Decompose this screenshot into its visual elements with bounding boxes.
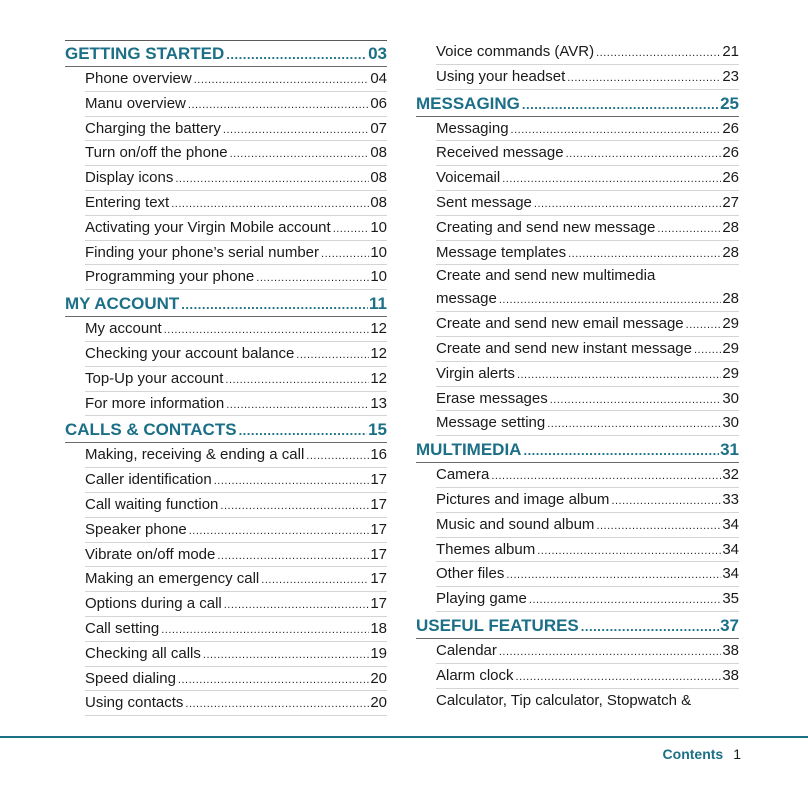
entry-page: 28 — [722, 290, 739, 308]
toc-entry-entering-text — [65, 191, 387, 216]
dot-leader — [185, 692, 369, 717]
section-page: 31 — [720, 440, 739, 460]
toc-section-my-account — [65, 290, 387, 317]
section-label: MY ACCOUNT — [65, 294, 180, 314]
dot-leader — [171, 192, 369, 217]
dot-leader — [223, 118, 369, 143]
entry-label: Options during a call — [85, 595, 222, 613]
entry-label: Create and send new email message — [436, 315, 684, 333]
entry-page: 34 — [722, 565, 739, 583]
entry-label: Camera — [436, 466, 490, 484]
entry-page: 08 — [370, 169, 387, 187]
toc-entry-options-during-a-call — [65, 592, 387, 617]
entry-label: Using your headset — [436, 67, 566, 85]
section-label: CALLS & CONTACTS — [65, 420, 237, 440]
toc-entry-for-more-information — [65, 392, 387, 417]
entry-label: Turn on/off the phone — [85, 144, 228, 162]
dot-leader — [567, 66, 721, 91]
section-label: USEFUL FEATURES — [416, 615, 579, 635]
entry-page: 20 — [370, 694, 387, 712]
dot-leader — [239, 417, 368, 444]
toc-entry-my-account — [65, 317, 387, 342]
toc-entry-caller-identification — [65, 468, 387, 493]
toc-left-column — [65, 40, 387, 716]
toc-entry-alarm-clock — [416, 664, 739, 689]
entry-page: 08 — [370, 144, 387, 162]
entry-page: 19 — [370, 644, 387, 662]
dot-leader — [164, 318, 370, 343]
toc-entry-using-your-headset — [416, 65, 739, 90]
entry-page: 10 — [370, 243, 387, 261]
dot-leader — [581, 613, 719, 640]
entry-page: 16 — [370, 446, 387, 464]
entry-label: Erase messages — [436, 389, 548, 407]
entry-label: My account — [85, 320, 162, 338]
toc-entry-phone-overview — [65, 67, 387, 92]
entry-label: Creating and send new message — [436, 218, 656, 236]
footer-label: Contents — [662, 746, 724, 762]
entry-label: Sent message — [436, 193, 532, 211]
toc-entry-sent-message — [416, 191, 739, 216]
toc-entry-themes-album — [416, 538, 739, 563]
section-label: MULTIMEDIA — [416, 440, 522, 460]
entry-label: Voicemail — [436, 169, 501, 187]
entry-page: 17 — [370, 495, 387, 513]
toc-entry-calendar — [416, 639, 739, 664]
toc-entry-erase-messages — [416, 387, 739, 412]
dot-leader — [511, 118, 722, 143]
toc-entry-calculator-tip-calculator-stopwatch — [416, 689, 739, 714]
dot-leader — [657, 217, 721, 242]
dot-leader — [178, 668, 369, 693]
dot-leader — [220, 494, 369, 519]
entry-page: 23 — [722, 67, 739, 85]
entry-page: 30 — [722, 389, 739, 407]
toc-entry-message-setting — [416, 411, 739, 436]
dot-leader — [261, 568, 369, 593]
entry-page: 34 — [722, 515, 739, 533]
dot-leader — [194, 68, 370, 93]
dot-leader — [161, 618, 369, 643]
toc-entry-checking-all-calls — [65, 642, 387, 667]
entry-label: Received message — [436, 144, 564, 162]
entry-page: 27 — [722, 193, 739, 211]
entry-page: 17 — [370, 471, 387, 489]
entry-page: 10 — [370, 268, 387, 286]
entry-label: Display icons — [85, 169, 174, 187]
dot-leader — [516, 665, 722, 690]
toc-section-calls-contacts — [65, 416, 387, 443]
dot-leader — [529, 588, 721, 613]
dot-leader — [686, 313, 722, 338]
section-page: 03 — [368, 44, 387, 63]
dot-leader — [491, 464, 721, 489]
toc-entry-top-up-your-account — [65, 367, 387, 392]
toc-section-messaging — [416, 90, 739, 117]
dot-leader — [217, 544, 369, 569]
entry-page: 30 — [722, 414, 739, 432]
entry-label: Finding your phone’s serial number — [85, 243, 320, 261]
entry-label: Making an emergency call — [85, 570, 260, 588]
toc-entry-making-an-emergency-call — [65, 567, 387, 592]
entry-page: 28 — [722, 218, 739, 236]
entry-label: Caller identification — [85, 471, 212, 489]
toc-entry-display-icons — [65, 166, 387, 191]
entry-page: 08 — [370, 193, 387, 211]
toc-entry-playing-game — [416, 587, 739, 612]
entry-page: 12 — [370, 369, 387, 387]
entry-label: Message templates — [436, 243, 567, 261]
dot-leader — [225, 368, 369, 393]
entry-page: 17 — [370, 520, 387, 538]
entry-label: Manu overview — [85, 94, 186, 112]
dot-leader — [596, 514, 721, 539]
entry-label: Playing game — [436, 590, 527, 608]
entry-page: 38 — [722, 666, 739, 684]
entry-label: Voice commands (AVR) — [436, 43, 595, 60]
entry-label: Virgin alerts — [436, 364, 515, 382]
toc-section-multimedia — [416, 436, 739, 463]
entry-label: Activating your Virgin Mobile account — [85, 218, 331, 236]
toc-entry-making-receiving-ending-a-call — [65, 443, 387, 468]
dot-leader — [517, 363, 721, 388]
dot-leader — [550, 388, 722, 413]
entry-page: 38 — [722, 641, 739, 659]
section-label: MESSAGING — [416, 93, 520, 113]
entry-label: Create and send new instant message — [436, 339, 692, 357]
entry-label: Programming your phone — [85, 268, 255, 286]
toc-entry-received-message — [416, 141, 739, 166]
dot-leader — [522, 91, 719, 118]
entry-label: Using contacts — [85, 694, 184, 712]
entry-label: Top-Up your account — [85, 369, 224, 387]
entry-label: Vibrate on/off mode — [85, 545, 216, 563]
dot-leader — [189, 519, 370, 544]
dot-leader — [188, 93, 369, 118]
entry-label: Calendar — [436, 641, 497, 659]
entry-label: Making, receiving & ending a call — [85, 446, 305, 464]
toc-entry-messaging — [416, 117, 739, 142]
section-page: 25 — [720, 93, 739, 113]
toc-entry-call-waiting-function — [65, 493, 387, 518]
dot-leader — [694, 338, 721, 363]
dot-leader — [226, 393, 369, 418]
dot-leader — [321, 242, 369, 267]
dot-leader — [224, 593, 370, 618]
toc-entry-continuation — [416, 287, 739, 312]
toc-entry-other-files — [416, 562, 739, 587]
dot-leader — [296, 343, 369, 368]
dot-leader — [333, 217, 370, 242]
toc-entry-voicemail — [416, 166, 739, 191]
toc-entry-camera — [416, 463, 739, 488]
toc-entry-vibrate-on-off-mode — [65, 543, 387, 568]
toc-entry-finding-your-phone-s-serial-number — [65, 241, 387, 266]
section-page: 11 — [369, 294, 387, 314]
entry-page: 06 — [370, 94, 387, 112]
entry-page: 12 — [370, 320, 387, 338]
entry-label: Other files — [436, 565, 505, 583]
entry-page: 21 — [722, 43, 739, 60]
toc-entry-programming-your-phone — [65, 265, 387, 290]
toc-entry-virgin-alerts — [416, 362, 739, 387]
entry-page: 12 — [370, 344, 387, 362]
entry-label: Speed dialing — [85, 669, 176, 687]
dot-leader — [506, 563, 721, 588]
toc-entry-create-and-send-new-email-message — [416, 312, 739, 337]
dot-leader — [203, 643, 369, 668]
entry-page: 17 — [370, 595, 387, 613]
dot-leader — [523, 437, 719, 464]
page-footer — [663, 746, 741, 762]
entry-label: Message setting — [436, 414, 546, 432]
entry-page: 20 — [370, 669, 387, 687]
dot-leader — [230, 142, 370, 167]
footer-page-number: 1 — [733, 746, 741, 762]
toc-entry-speed-dialing — [65, 667, 387, 692]
dot-leader — [502, 167, 721, 192]
dot-leader — [547, 412, 721, 437]
toc-section-getting-started — [65, 40, 387, 67]
entry-page: 17 — [370, 570, 387, 588]
toc-entry-call-setting — [65, 617, 387, 642]
entry-label: Call waiting function — [85, 495, 219, 513]
entry-page: 29 — [722, 364, 739, 382]
section-page: 15 — [368, 420, 387, 440]
toc-entry-speaker-phone — [65, 518, 387, 543]
entry-page: 04 — [370, 70, 387, 87]
entry-page: 28 — [722, 243, 739, 261]
entry-page: 18 — [370, 619, 387, 637]
toc-entry-checking-your-account-balance — [65, 342, 387, 367]
entry-page: 17 — [370, 545, 387, 563]
dot-leader — [568, 242, 721, 267]
entry-label: Charging the battery — [85, 119, 221, 137]
toc-entry-message-templates — [416, 241, 739, 266]
entry-label: Checking all calls — [85, 644, 201, 662]
toc-entry-turn-on-off-the-phone — [65, 141, 387, 166]
toc-entry-activating-your-virgin-mobile-account — [65, 216, 387, 241]
toc-entry-create-and-send-new-multimedia-message: Create and send new multimedia — [436, 267, 656, 285]
dot-leader — [256, 266, 369, 291]
entry-label: Alarm clock — [436, 666, 514, 684]
toc-entry-using-contacts — [65, 691, 387, 716]
section-label: GETTING STARTED — [65, 44, 225, 63]
dot-leader — [306, 444, 369, 469]
toc-entry-manu-overview — [65, 92, 387, 117]
entry-page: 29 — [722, 339, 739, 357]
entry-page: 26 — [722, 119, 739, 137]
entry-page: 29 — [722, 315, 739, 333]
entry-label: message — [436, 290, 497, 308]
toc-section-useful-features — [416, 612, 739, 639]
dot-leader — [499, 640, 721, 665]
dot-leader — [537, 539, 721, 564]
entry-label: Calculator, Tip calculator, Stopwatch & — [436, 691, 692, 709]
entry-page: 26 — [722, 169, 739, 187]
toc-entry-pictures-and-image-album — [416, 488, 739, 513]
dot-leader — [226, 41, 367, 68]
entry-page: 26 — [722, 144, 739, 162]
entry-page: 13 — [370, 394, 387, 412]
entry-label: Checking your account balance — [85, 344, 295, 362]
dot-leader — [175, 167, 369, 192]
entry-label: Messaging — [436, 119, 509, 137]
entry-label: Entering text — [85, 193, 170, 211]
entry-label: Themes album — [436, 540, 536, 558]
entry-label: Speaker phone — [85, 520, 187, 538]
toc-entry-create-and-send-new-instant-message — [416, 337, 739, 362]
footer-rule — [0, 736, 808, 738]
entry-page: 34 — [722, 540, 739, 558]
dot-leader — [534, 192, 721, 217]
toc-right-column — [416, 40, 739, 713]
entry-page: 32 — [722, 466, 739, 484]
entry-page: 10 — [370, 218, 387, 236]
dot-leader — [499, 288, 721, 313]
dot-leader — [566, 142, 722, 167]
entry-page: 33 — [722, 490, 739, 508]
entry-page: 35 — [722, 590, 739, 608]
dot-leader — [596, 41, 721, 66]
section-page: 37 — [720, 615, 739, 635]
entry-label: For more information — [85, 394, 225, 412]
toc-entry-music-and-sound-album — [416, 513, 739, 538]
toc-entry-voice-commands-avr — [416, 40, 739, 65]
dot-leader — [181, 291, 368, 318]
toc-entry-creating-and-send-new-message — [416, 216, 739, 241]
entry-label: Phone overview — [85, 70, 192, 87]
dot-leader — [611, 489, 721, 514]
dot-leader — [214, 469, 370, 494]
entry-label: Call setting — [85, 619, 160, 637]
entry-label: Pictures and image album — [436, 490, 610, 508]
entry-label: Music and sound album — [436, 515, 595, 533]
toc-entry-charging-the-battery — [65, 117, 387, 142]
entry-page: 07 — [370, 119, 387, 137]
